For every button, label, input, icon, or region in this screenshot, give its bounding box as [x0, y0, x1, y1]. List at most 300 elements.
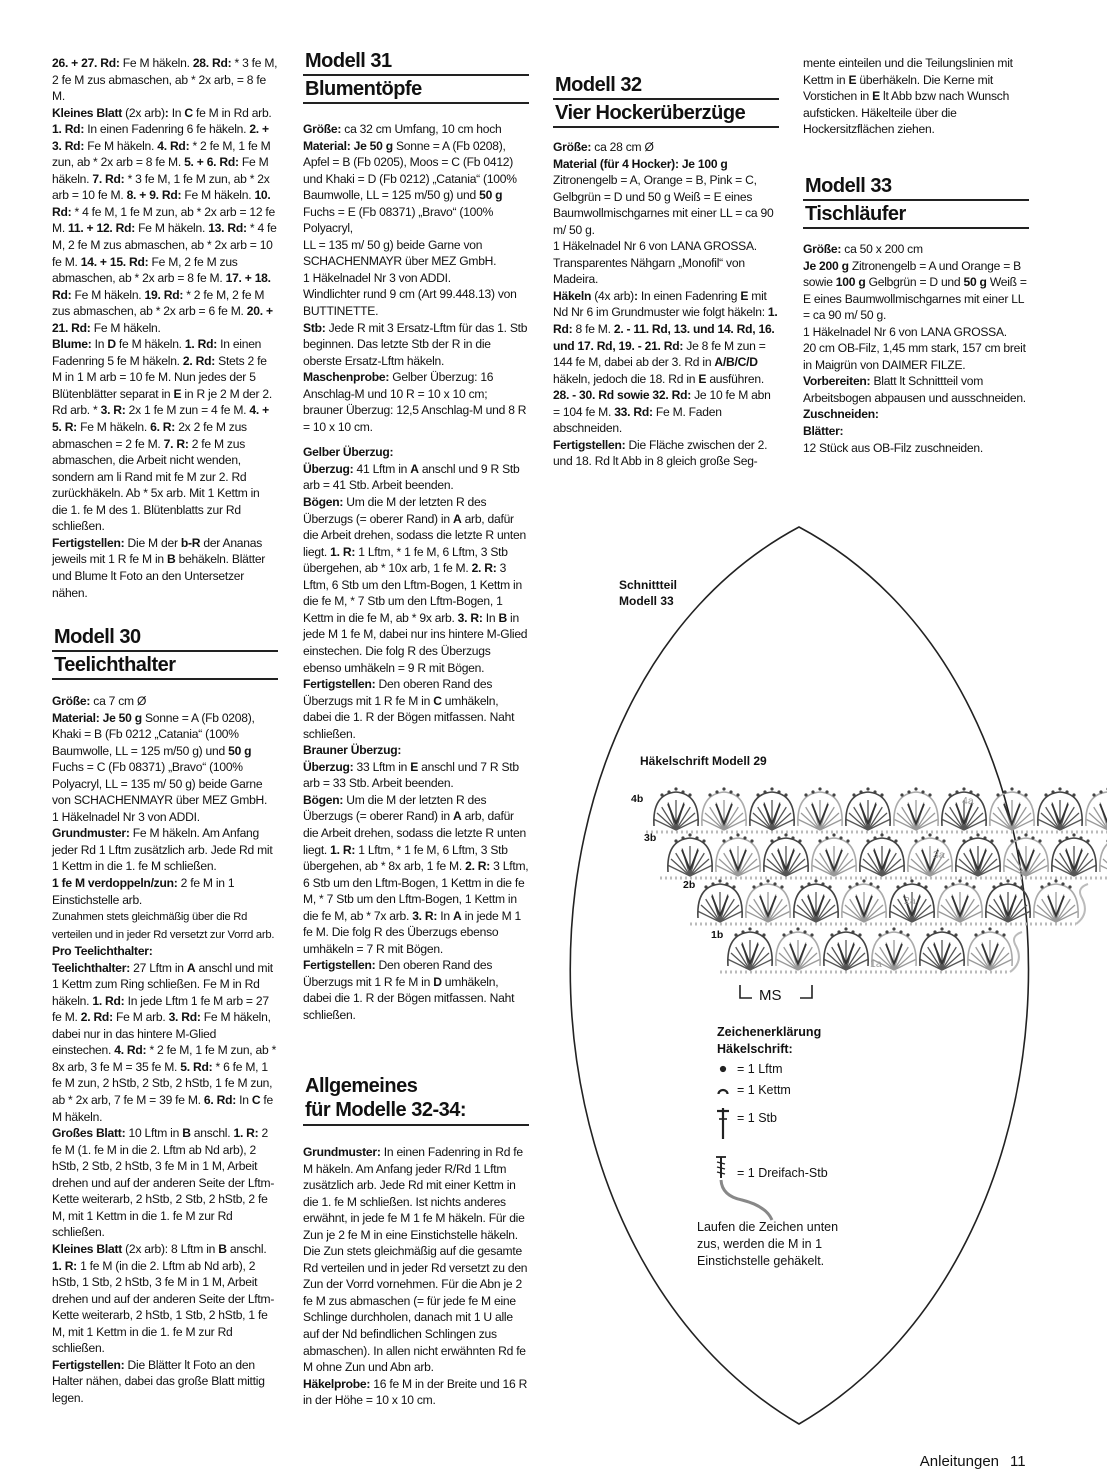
text-run: fe M in Rd arb. — [192, 105, 272, 120]
bold-run: B — [166, 552, 176, 567]
text-run: Fe M häkeln. — [181, 188, 255, 203]
stitch-fan — [1034, 879, 1078, 922]
text-run: Die M der — [124, 535, 181, 550]
bold-run: 4. Rd: — [114, 1043, 147, 1058]
bold-run: E — [848, 72, 857, 87]
bold-run: E — [410, 759, 419, 774]
text-run: anschl und mit 1 Kettm zum Ring schließen. Fe M in Rd häkeln. — [52, 960, 273, 1008]
stitch-fan — [716, 833, 760, 876]
stitch-fan — [702, 787, 746, 830]
heading-model-31 — [303, 48, 529, 104]
text-run: In — [91, 337, 108, 352]
bold-run: 3. R: — [100, 403, 126, 418]
bold-run: D — [433, 974, 442, 989]
text-run: In einen Fadenring 5 fe M häkeln. — [52, 337, 262, 368]
paragraph — [803, 423, 1029, 440]
stitch-fan — [654, 787, 698, 830]
heading-model-32 — [553, 72, 779, 128]
text-run: ca 50 x 200 cm — [841, 242, 923, 256]
text-run: In — [482, 610, 499, 625]
bold-run: 26. + 27. Rd: — [52, 56, 120, 70]
text-run: In einen Fadenring 6 fe häkeln. — [84, 122, 250, 137]
bold-run: Fertigstellen: — [52, 535, 125, 550]
text-run: Fe M häkeln, dabei nur in das hintere M-Glied einstechen. — [52, 1010, 271, 1058]
text-run: Die Fläche zwischen der 2. und 18. Rd lt Abb in 8 gleich große Seg- — [553, 437, 768, 469]
bold-run: 1. R: — [330, 544, 356, 559]
legend-dc-label: = 1 Stb — [737, 1111, 777, 1125]
stitch-fan — [764, 833, 808, 876]
text-run: Zunahmen stets gleichmäßig über die Rd verteilen und in jeder Rd versetzt zur Vorrd arb. — [52, 911, 275, 941]
bold-run: Material: Je 50 g — [303, 138, 393, 153]
text-run: 2x 1 fe M zun = 4 fe M. — [125, 403, 250, 418]
row-label-1a: 1a — [870, 958, 882, 970]
stitch-fan — [812, 833, 856, 876]
paragraph — [52, 809, 278, 826]
bold-run: 50 g — [963, 275, 987, 290]
legend-slip-label: = 1 Kettm — [737, 1083, 791, 1097]
bold-run: Fertigstellen: — [303, 958, 376, 973]
bold-run: 2. - 11. Rd, 13. und 14. Rd, 16. und 17. Rd, 19. - 21. Rd: — [553, 322, 775, 353]
paragraph — [553, 288, 779, 437]
text-run: Fe M häkeln. — [84, 138, 158, 153]
bold-run: Überzug: — [303, 461, 354, 476]
text-run: (2x arb) — [122, 105, 165, 120]
text-run: Fe M häkeln. — [135, 221, 209, 236]
heading-rule — [303, 1124, 529, 1126]
bold-run: 2. R: — [465, 859, 491, 874]
stitch-fan — [1052, 833, 1096, 876]
text-run: behäkeln. Blätter und Blume lt Foto an den Untersetzer nähen. — [52, 552, 266, 600]
bold-run: Fertigstellen: — [52, 1357, 125, 1372]
bold-run: 11. + 12. Rd: — [68, 221, 136, 236]
paragraph — [52, 105, 278, 337]
text-run: 1 Häkelnadel Nr 6 von LANA GROSSA. — [803, 324, 1007, 339]
bold-run: Größe: — [303, 122, 342, 136]
text-run: Den oberen Rand des Überzugs mit 1 R fe M in — [303, 677, 493, 708]
text-run: arb, dafür die Arbeit drehen, sodass die letzte R unten liegt. — [303, 809, 526, 857]
stitch-fan — [824, 927, 868, 970]
text-run: mit Nd Nr 6 im Grundmuster wie folgt häkeln: — [553, 288, 768, 320]
text-run: ca 7 cm Ø — [90, 694, 147, 708]
bold-run: 1. R: — [52, 1258, 77, 1273]
bold-run: 6. Rd: — [203, 1093, 237, 1108]
bold-run: B — [182, 1126, 191, 1141]
bold-run: A — [410, 461, 419, 476]
text-run: lt Abb bzw nach Wunsch aufsticken. Häkelteile über die Hockersitzflächen ziehen. — [803, 89, 1010, 137]
text-run: ca 32 cm Umfang, 10 cm hoch — [341, 122, 502, 136]
text-run: Fe M häkeln. — [52, 155, 269, 186]
heading-model-33-number: Modell 33 — [805, 175, 892, 197]
text-run: Windlichter rund 9 cm (Art 99.448.13) von BUTTINETTE. — [303, 287, 517, 319]
paragraph — [803, 55, 1029, 138]
text-run: LL = 135 m/ 50 g) beide Garne von SCHACHENMAYR über MEZ GmbH. — [303, 237, 497, 269]
text-run: Jede R mit 3 Ersatz-Lftm für das 1. Stb beginnen. Das letzte Stb der R in die oberste Ersatz-Lftm häkeln. — [303, 320, 528, 368]
column-3-model-32-text — [553, 139, 779, 470]
bold-run: 3. R: — [412, 908, 438, 923]
text-run: häkeln, jedoch die 18. Rd in — [553, 371, 699, 386]
text-run: 8 fe M. — [572, 322, 614, 337]
column-4-model-32-continued — [803, 55, 1029, 138]
bold-run: Überzug: — [303, 759, 354, 774]
heading-model-33-title: Tischläufer — [805, 203, 906, 225]
bold-run: 28. Rd: — [192, 56, 232, 70]
stitch-fan — [794, 879, 838, 922]
bold-run: 2. R: — [471, 561, 497, 576]
bold-run: 50 g — [479, 188, 503, 203]
stitch-fan — [986, 879, 1030, 922]
legend-chain-label: = 1 Lftm — [737, 1062, 783, 1076]
heading-model-32-title: Vier Hockerüberzüge — [555, 102, 746, 124]
text-run: 1 Lftm, * 1 fe M, 6 Lftm, 3 Stb übergehen, ab * 10x arb, 1 fe M. — [303, 544, 508, 576]
text-run: ausführen. — [706, 371, 764, 386]
legend-title-line1: Zeichenerklärung — [717, 1025, 822, 1039]
bold-run: D — [107, 337, 116, 352]
bold-run: Teelichthalter: — [52, 960, 131, 975]
text-run: Fe M häkeln. Am Anfang jeder Rd 1 Lftm zusätzlich arb. Jede Rd mit 1 Kettm in die 1. fe M schließen. — [52, 826, 273, 874]
text-run: Fe M arb. — [112, 1010, 169, 1025]
text-run: Transparentes Nähgarn „Monofil“ von Madeira. — [553, 255, 745, 287]
text-run: 3 Lftm, 6 Stb um den Lftm-Bogen, 1 Kettm in die fe M, * 7 Stb um den Lftm-Bogen, 1 Kettm in die fe M, ab * 9x arb. — [303, 561, 522, 625]
text-run: Fe M häkeln. — [90, 320, 161, 335]
bold-run: Häkeln — [553, 288, 592, 303]
text-run: Blatt lt Schnittteil vom Arbeitsbogen abpausen und ausschneiden. — [803, 374, 1026, 405]
paragraph — [303, 369, 529, 435]
text-run: 1 Lftm, * 1 fe M, 6 Lftm, 3 Stb übergehen, ab * 8x arb, 1 fe M. — [303, 842, 508, 874]
legend-tripletreble-label: = 1 Dreifach-Stb — [737, 1166, 828, 1180]
slip-stitch-symbol — [719, 1090, 728, 1094]
stitch-fan — [728, 927, 772, 970]
stitch-fan — [668, 833, 712, 876]
bold-run: 19. Rd: — [144, 287, 184, 302]
crochet-chart — [646, 787, 1107, 972]
text-run: fe M häkeln. — [52, 1093, 274, 1124]
text-run: anschl. — [190, 1126, 234, 1141]
bold-run: Häkelprobe: — [303, 1376, 371, 1391]
bold-run: Kleines Blatt — [52, 105, 123, 120]
text-run: 12 Stück aus OB-Filz zuschneiden. — [803, 440, 983, 455]
bold-run: C — [251, 1093, 261, 1108]
text-run: Fe M häkeln. — [119, 56, 193, 70]
bold-run: Fertigstellen: — [553, 437, 626, 452]
stitch-fan — [908, 833, 952, 876]
schnittteil-label — [619, 577, 677, 609]
text-run: * 2 fe M, 1 fe M zun, ab * 8x arb, 3 fe M = 35 fe M. — [52, 1043, 277, 1074]
text-run: Die Blätter lt Foto an den Halter nähen, dabei das große Blatt mittig legen. — [52, 1357, 265, 1405]
bold-run: Gelber Überzug: — [303, 445, 394, 460]
bold-run: Je 200 g — [803, 258, 849, 273]
paragraph — [303, 270, 529, 287]
text-run: In einen Fadenring — [637, 288, 741, 303]
paragraph — [803, 340, 1029, 373]
bold-run: Zuschneiden: — [803, 407, 879, 422]
bold-run: Pro Teelichthalter: — [52, 944, 153, 959]
paragraph — [553, 139, 779, 156]
page-number: 11 — [1010, 1453, 1026, 1470]
bold-run: 5. Rd: — [180, 1059, 213, 1074]
column-1-model-29-text — [52, 55, 278, 601]
text-run: * 4 fe M, 1 fe M zun, ab * 2x arb = 12 fe M. — [52, 204, 276, 236]
bold-run: 1. Rd: — [184, 337, 218, 352]
turning-chain — [1076, 884, 1088, 924]
bold-run: Grundmuster: — [303, 1145, 381, 1159]
bold-run: E — [698, 371, 707, 386]
paragraph — [303, 957, 529, 1023]
text-run: Gelber Überzug: 16 Anschlag-M und 10 R = 10 x 10 cm; brauner Überzug: 12,5 Anschlag-M und 8 R = 10 x 10 cm. — [303, 370, 527, 434]
paragraph — [52, 825, 278, 875]
bold-run: : — [164, 105, 169, 120]
row-label-4a: 4a — [962, 795, 974, 807]
legend-title-line2: Häkelschrift: — [717, 1042, 793, 1056]
bold-run: 1. R: — [233, 1126, 259, 1141]
heading-allgemeines-line1: Allgemeines — [305, 1075, 418, 1097]
text-run: In jede Lftm 1 fe M arb = 27 fe M. — [52, 993, 269, 1025]
paragraph — [52, 336, 278, 535]
paragraph — [303, 237, 529, 270]
text-run: mente einteilen und die Teilungslinien mit Kettm in — [803, 56, 1013, 87]
text-run: 2 fe M zus abmaschen, die Arbeit nicht wenden, sondern am li Rand mit fe M zur 2. Rd zurückhäkeln. Ab * 5x arb. Mit 1 Kettm in die 1. fe M des 1. Blütenblatts zur Rd schließen. — [52, 436, 260, 534]
double-crochet-symbol — [717, 1108, 729, 1139]
bold-run: 4. Rd: — [157, 138, 190, 153]
text-run: In — [437, 908, 453, 923]
bold-run: Bögen: — [303, 792, 344, 807]
paragraph — [303, 121, 529, 138]
bold-run: Material (für 4 Hocker): Je 100 g — [553, 156, 728, 171]
bold-run: b-R — [180, 535, 201, 550]
bold-run: 1. R: — [330, 842, 356, 857]
bold-run: 8. + 9. Rd: — [126, 188, 182, 203]
bold-run: C — [184, 105, 193, 120]
paragraph — [52, 960, 278, 1125]
heading-model-30-number: Modell 30 — [54, 626, 141, 648]
text-run: * 2 fe M, 1 fe M zun, ab * 2x arb = 8 fe M. — [52, 138, 271, 170]
stitch-fan — [698, 879, 742, 922]
text-run: 41 Lftm in — [353, 461, 411, 476]
text-run: Fe M häkeln. — [71, 287, 145, 302]
bold-run: 100 g — [835, 275, 866, 290]
row-label-2b: 2b — [683, 879, 696, 891]
paragraph — [303, 320, 529, 370]
text-run: * 3 fe M, 1 fe M zun, ab * 2x arb = 10 fe M. — [52, 171, 270, 203]
paragraph — [303, 444, 529, 461]
heading-model-30-title: Teelichthalter — [54, 654, 176, 676]
paragraph — [52, 1241, 278, 1357]
paragraph — [803, 373, 1029, 406]
heading-model-31-title: Blumentöpfe — [305, 78, 422, 100]
stitch-fan — [956, 833, 1000, 876]
text-run: * 3 fe M, 2 fe M zus abmaschen, ab * 2x arb, = 8 fe M. — [52, 56, 278, 104]
bold-run: Brauner Überzug: — [303, 743, 402, 758]
paragraph — [303, 286, 529, 319]
bold-run: 7. R: — [163, 436, 189, 451]
bold-run: Fertigstellen: — [303, 677, 376, 692]
text-run: 10 Lftm in — [125, 1126, 183, 1141]
bold-run: E — [740, 288, 749, 303]
bold-run: 7. Rd: — [92, 171, 125, 186]
paragraph — [553, 156, 779, 239]
text-run: In — [236, 1093, 252, 1108]
text-run: umhäkeln, dabei die 1. R der Bögen mitfassen. Naht schließen. — [303, 693, 515, 741]
stitch-fan — [776, 927, 820, 970]
text-run: * 2 fe M, 2 fe M zus abmaschen, ab * 2x arb = 6 fe M. — [52, 287, 265, 319]
paragraph — [52, 875, 278, 908]
text-run: Um die M der letzten R des Überzugs (= oberer Rand) in — [303, 495, 487, 526]
paragraph — [803, 241, 1029, 258]
text-run: Gelbgrün = D und — [865, 275, 964, 290]
paragraph — [303, 792, 529, 957]
text-run: in jede M 1 fe M, dabei nur ins hintere M-Glied einstechen. Die folg R des Überzugs ebenso umhäkeln = 9 R mit Bögen. — [303, 610, 528, 675]
text-run: Fuchs = E (Fb 08371) „Bravo“ (100% Polyacryl, — [303, 204, 494, 236]
bold-run: E — [173, 386, 182, 401]
text-run: 1 fe M (in die 2. Lftm ab Nd arb), 2 hStb, 1 Stb, 2 hStb, 3 fe M in 1 M, Arbeit drehen und auf der anderen Seite der Lftm-Kette weiterarb, 2 hStb, 1 Stb, 2 hStb, 1 fe M, mit 1 Kettm in die 1. fe M zur Rd schließen. — [52, 1258, 275, 1356]
text-run: In einen Fadenring in Rd fe M häkeln. Am Anfang jeder R/Rd 1 Lftm zusätzlich arb. Jede Rd mit einer Kettm in die 1. fe M schließen. Ist nichts anderes erwähnt, in jede fe M 1 fe M häkeln. Für die Zun je 2 fe M in eine Einstichstelle häkeln. Die Zun stets gleichmäßig auf die gesamte Rd verteilen und in jeder Rd versetzt zu den Zun der Vorrd vornehmen. Für die Abn je 2 fe M zus abmaschen (= für jede fe M eine Schlinge durchholen, danach mit 1 U alle auf der Nd befindlichen Schlingen zus abmaschen). In allen nicht erwähnten Rd fe M ohne Zun und Abn arb. — [303, 1145, 528, 1375]
bold-run: 1. Rd: — [52, 122, 85, 137]
text-run: Zitronengelb = A, Orange = B, Pink = C, Gelbgrün = D und 50 g Weiß = E eines Baumwollmischgarnes mit einer LL = ca 90 m/ 50 g. — [553, 173, 774, 237]
text-run: 33 Lftm in — [353, 759, 411, 774]
text-run: In — [168, 105, 185, 120]
bold-run: 3. Rd: — [168, 1010, 201, 1025]
bold-run: 13. Rd: — [208, 221, 247, 236]
text-run: Um die M der letzten R des Überzugs (= oberer Rand) in — [303, 792, 487, 824]
text-run: 27 Lftm in — [130, 960, 187, 975]
heading-model-31-number: Modell 31 — [305, 50, 392, 72]
bold-run: A — [186, 960, 196, 975]
bold-run: 17. + 18. Rd: — [52, 271, 271, 302]
text-run: 16 fe M in der Breite und 16 R in der Höhe = 10 x 10 cm. — [303, 1376, 528, 1408]
text-run: in R je 2 M der 2. Rd arb. * — [52, 386, 273, 418]
text-run: Fe M häkeln. — [76, 420, 151, 435]
paragraph — [303, 1144, 529, 1376]
bold-run: 14. + 15. Rd: — [80, 254, 149, 269]
bold-run: Blätter: — [803, 424, 844, 439]
heading-model-32-number: Modell 32 — [555, 74, 642, 96]
paragraph — [52, 1357, 278, 1407]
stitch-fan — [894, 787, 938, 830]
schnittteil-line1: Schnittteil — [619, 578, 678, 592]
haekelschrift-title: Häkelschrift Modell 29 — [640, 754, 767, 768]
paragraph — [52, 693, 278, 710]
bold-run: : — [633, 288, 638, 303]
bold-run: Stb: — [303, 320, 326, 335]
text-run: Fuchs = C (Fb 08371) „Bravo“ (100% Polyacryl, LL = 135 m/ 50 g) beide Garne von SCHACHENMAYR über MEZ GmbH. — [52, 760, 268, 808]
bold-run: 2. Rd: — [182, 353, 216, 368]
paragraph — [303, 494, 529, 676]
legend-title — [717, 1024, 821, 1058]
column-4-model-33-text — [803, 241, 1029, 456]
bold-run: A/B/C/D — [714, 355, 758, 370]
text-run: anschl und 9 R Stb arb = 41 Stb. Arbeit beenden. — [303, 461, 520, 493]
paragraph — [303, 676, 529, 742]
text-run: 1 Häkelnadel Nr 6 von LANA GROSSA. — [553, 239, 757, 254]
text-run: 1 Häkelnadel Nr 3 von ADDI. — [52, 809, 200, 824]
bold-run: E — [872, 89, 880, 104]
text-run: Fe M, 2 fe M zus abmaschen, ab * 2x arb = 8 fe M. — [52, 254, 238, 286]
text-run: 1 Häkelnadel Nr 3 von ADDI. — [303, 270, 451, 285]
stitch-fan — [1004, 833, 1048, 876]
chain-stitch-symbol — [720, 1066, 725, 1071]
row-label-4b: 4b — [631, 793, 644, 805]
bold-run: A — [452, 908, 462, 923]
stitch-fan — [746, 879, 790, 922]
bold-run: 4. + 5. R: — [52, 403, 269, 435]
start-label: MS — [759, 987, 782, 1004]
bold-run: Großes Blatt: — [52, 1126, 126, 1141]
paragraph — [52, 1125, 278, 1241]
text-run: anschl. — [226, 1241, 267, 1256]
paragraph — [303, 742, 529, 759]
paragraph — [52, 55, 278, 105]
text-run: arb, dafür die Arbeit drehen, sodass die letzte R unten liegt. — [303, 511, 526, 559]
bold-run: 5. + 6. Rd: — [184, 155, 239, 170]
column-2-model-31-text — [303, 121, 529, 1024]
bold-run: C — [433, 693, 442, 708]
bold-run: Größe: — [803, 242, 842, 256]
paragraph — [803, 406, 1029, 423]
stitch-fan — [968, 927, 1012, 970]
text-run: 3 Lftm, 6 Stb um den Lftm-Bogen, 1 Kettm in die fe M, * 7 Stb um den Lftm-Bogen, 1 Kettm in die fe M, ab * 7x arb. — [303, 859, 529, 923]
stitch-fan — [842, 879, 886, 922]
paragraph — [52, 535, 278, 601]
paragraph — [303, 461, 529, 494]
text-run: (4x arb) — [591, 288, 634, 303]
bold-run: 20. + 21. Rd: — [52, 304, 273, 335]
text-run: Je 10 fe M abn = 104 fe M. — [553, 388, 771, 419]
bold-run: Bögen: — [303, 495, 344, 510]
stitch-fan — [860, 833, 904, 876]
text-run: * 4 fe M, 2 fe M zus abmaschen, ab * 2x arb = 10 fe M. — [52, 221, 277, 269]
text-run: überhäkeln. Die Kerne mit Vorstichen in — [803, 72, 993, 104]
stitch-fan — [1086, 787, 1107, 830]
leaf-template-outline — [570, 527, 1028, 1424]
stitch-fan — [1100, 833, 1107, 876]
stitch-fan — [798, 787, 842, 830]
text-run: Fe M. Faden abschneiden. — [553, 404, 722, 436]
text-run: der Ananas jeweils mit 1 R fe M in — [52, 535, 263, 567]
column-1-model-30-text — [52, 693, 278, 1406]
bold-run: Größe: — [52, 694, 91, 708]
bold-run: A — [452, 809, 462, 824]
bold-run: 2. + 3. Rd: — [52, 122, 269, 153]
text-run: * 6 fe M, 1 fe M zun, 2 hStb, 2 Stb, 2 hStb, 1 fe M zun, ab * 2x arb, 7 fe M = 39 fe M. — [52, 1059, 273, 1108]
stitch-fan — [920, 927, 964, 970]
heading-model-33 — [803, 173, 1029, 229]
bold-run: 10. Rd: — [52, 188, 271, 219]
bold-run: A — [452, 511, 462, 526]
paragraph — [303, 759, 529, 792]
paragraph — [303, 1376, 529, 1409]
bold-run: Material: Je 50 g — [52, 710, 142, 725]
row-label-2a: 2a — [904, 895, 916, 907]
bold-run: Grundmuster: — [52, 826, 130, 841]
text-run: Je 8 fe M zun = 144 fe M, dabei ab der 3. Rd in — [553, 338, 766, 370]
bold-run: 33. Rd: — [614, 404, 653, 419]
row-label-3a: 3a — [933, 849, 945, 861]
heading-allgemeines — [303, 1074, 529, 1126]
text-run: Sonne = A (Fb 0208), Khaki = B (Fb 0212 „Catania“ (100% Baumwolle, LL = 125 m/50 g) und — [52, 710, 255, 758]
bold-run: Maschenprobe: — [303, 370, 390, 385]
legend-note: Laufen die Zeichen unten zus, werden die M in 1 Einstichstelle gehäkelt. — [697, 1220, 839, 1268]
stitch-fan — [938, 879, 982, 922]
stitch-fan — [990, 787, 1034, 830]
row-label-1b: 1b — [711, 929, 724, 941]
paragraph — [303, 138, 529, 237]
text-run: 2 fe M in 1 Einstichstelle arb. — [52, 876, 235, 907]
paragraph — [553, 255, 779, 288]
bold-run: Größe: — [553, 140, 592, 154]
text-run: Sonne = A (Fb 0208), Apfel = B (Fb 0205), Moos = C (Fb 0412) und Khaki = D (Fb 0212) „Catania“ (100% Baumwolle, LL = 125 m/50 g) und — [303, 138, 517, 203]
bold-run: 3. R: — [457, 610, 483, 625]
bold-run: 50 g — [228, 743, 252, 758]
bold-run: 28. - 30. Rd sowie 32. Rd: — [553, 388, 691, 403]
